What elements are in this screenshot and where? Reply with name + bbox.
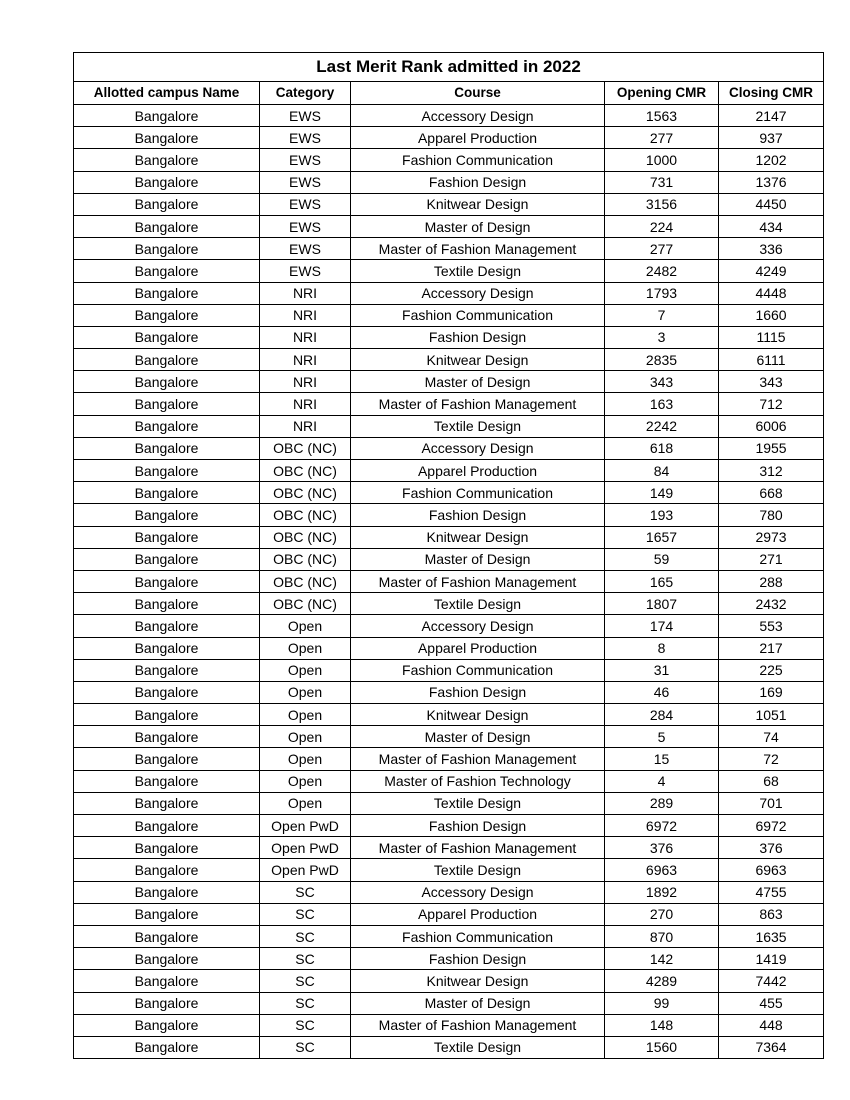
category-cell: NRI bbox=[260, 349, 351, 371]
table-row bbox=[74, 881, 824, 903]
course-cell: Master of Design bbox=[351, 726, 605, 748]
campus-cell: Bangalore bbox=[74, 215, 260, 237]
table-row bbox=[74, 837, 824, 859]
closing-cmr-cell: 2432 bbox=[719, 593, 824, 615]
course-cell: Textile Design bbox=[351, 260, 605, 282]
category-cell: EWS bbox=[260, 238, 351, 260]
closing-cmr-cell: 4448 bbox=[719, 282, 824, 304]
table-title-row bbox=[74, 53, 824, 82]
closing-cmr-cell: 937 bbox=[719, 127, 824, 149]
campus-cell: Bangalore bbox=[74, 837, 260, 859]
table-row bbox=[74, 992, 824, 1014]
closing-cmr-cell: 288 bbox=[719, 570, 824, 592]
table-row bbox=[74, 859, 824, 881]
opening-cmr-cell: 8 bbox=[605, 637, 719, 659]
campus-cell: Bangalore bbox=[74, 326, 260, 348]
closing-cmr-cell: 169 bbox=[719, 681, 824, 703]
table-row bbox=[74, 415, 824, 437]
opening-cmr-cell: 289 bbox=[605, 792, 719, 814]
category-cell: Open bbox=[260, 748, 351, 770]
opening-cmr-cell: 2835 bbox=[605, 349, 719, 371]
category-cell: EWS bbox=[260, 127, 351, 149]
category-cell: EWS bbox=[260, 105, 351, 127]
course-cell: Master of Design bbox=[351, 992, 605, 1014]
category-cell: SC bbox=[260, 1036, 351, 1058]
course-cell: Knitwear Design bbox=[351, 193, 605, 215]
category-cell: Open PwD bbox=[260, 837, 351, 859]
campus-cell: Bangalore bbox=[74, 504, 260, 526]
course-cell: Apparel Production bbox=[351, 127, 605, 149]
table-row bbox=[74, 127, 824, 149]
campus-cell: Bangalore bbox=[74, 149, 260, 171]
category-cell: Open bbox=[260, 615, 351, 637]
closing-cmr-cell: 1955 bbox=[719, 437, 824, 459]
closing-cmr-cell: 225 bbox=[719, 659, 824, 681]
course-cell: Knitwear Design bbox=[351, 526, 605, 548]
course-cell: Master of Design bbox=[351, 548, 605, 570]
closing-cmr-cell: 455 bbox=[719, 992, 824, 1014]
course-cell: Fashion Communication bbox=[351, 925, 605, 947]
closing-cmr-cell: 553 bbox=[719, 615, 824, 637]
opening-cmr-cell: 1000 bbox=[605, 149, 719, 171]
campus-cell: Bangalore bbox=[74, 748, 260, 770]
header-category: Category bbox=[260, 82, 351, 105]
campus-cell: Bangalore bbox=[74, 615, 260, 637]
category-cell: Open bbox=[260, 637, 351, 659]
campus-cell: Bangalore bbox=[74, 1036, 260, 1058]
category-cell: OBC (NC) bbox=[260, 548, 351, 570]
category-cell: NRI bbox=[260, 326, 351, 348]
opening-cmr-cell: 277 bbox=[605, 238, 719, 260]
closing-cmr-cell: 343 bbox=[719, 371, 824, 393]
category-cell: OBC (NC) bbox=[260, 570, 351, 592]
table-row bbox=[74, 681, 824, 703]
campus-cell: Bangalore bbox=[74, 526, 260, 548]
closing-cmr-cell: 1115 bbox=[719, 326, 824, 348]
merit-rank-table bbox=[73, 52, 824, 1059]
course-cell: Fashion Communication bbox=[351, 304, 605, 326]
opening-cmr-cell: 4 bbox=[605, 770, 719, 792]
table-row bbox=[74, 704, 824, 726]
opening-cmr-cell: 343 bbox=[605, 371, 719, 393]
table-row bbox=[74, 548, 824, 570]
closing-cmr-cell: 1376 bbox=[719, 171, 824, 193]
closing-cmr-cell: 668 bbox=[719, 482, 824, 504]
table-row bbox=[74, 393, 824, 415]
closing-cmr-cell: 434 bbox=[719, 215, 824, 237]
opening-cmr-cell: 2242 bbox=[605, 415, 719, 437]
table-row bbox=[74, 659, 824, 681]
course-cell: Fashion Design bbox=[351, 948, 605, 970]
course-cell: Master of Design bbox=[351, 371, 605, 393]
course-cell: Knitwear Design bbox=[351, 349, 605, 371]
category-cell: EWS bbox=[260, 260, 351, 282]
opening-cmr-cell: 1657 bbox=[605, 526, 719, 548]
category-cell: SC bbox=[260, 881, 351, 903]
campus-cell: Bangalore bbox=[74, 970, 260, 992]
table-row bbox=[74, 1014, 824, 1036]
category-cell: OBC (NC) bbox=[260, 460, 351, 482]
opening-cmr-cell: 149 bbox=[605, 482, 719, 504]
course-cell: Fashion Design bbox=[351, 815, 605, 837]
table-row bbox=[74, 903, 824, 925]
campus-cell: Bangalore bbox=[74, 881, 260, 903]
campus-cell: Bangalore bbox=[74, 415, 260, 437]
course-cell: Master of Fashion Technology bbox=[351, 770, 605, 792]
table-row bbox=[74, 504, 824, 526]
closing-cmr-cell: 7364 bbox=[719, 1036, 824, 1058]
campus-cell: Bangalore bbox=[74, 105, 260, 127]
campus-cell: Bangalore bbox=[74, 726, 260, 748]
closing-cmr-cell: 6111 bbox=[719, 349, 824, 371]
closing-cmr-cell: 4450 bbox=[719, 193, 824, 215]
category-cell: Open PwD bbox=[260, 859, 351, 881]
table-row bbox=[74, 105, 824, 127]
category-cell: OBC (NC) bbox=[260, 437, 351, 459]
course-cell: Textile Design bbox=[351, 415, 605, 437]
campus-cell: Bangalore bbox=[74, 193, 260, 215]
opening-cmr-cell: 31 bbox=[605, 659, 719, 681]
opening-cmr-cell: 46 bbox=[605, 681, 719, 703]
table-row bbox=[74, 570, 824, 592]
table-row bbox=[74, 371, 824, 393]
course-cell: Master of Fashion Management bbox=[351, 238, 605, 260]
table-row bbox=[74, 637, 824, 659]
campus-cell: Bangalore bbox=[74, 925, 260, 947]
header-campus: Allotted campus Name bbox=[74, 82, 260, 105]
opening-cmr-cell: 6972 bbox=[605, 815, 719, 837]
table-row bbox=[74, 149, 824, 171]
campus-cell: Bangalore bbox=[74, 903, 260, 925]
closing-cmr-cell: 863 bbox=[719, 903, 824, 925]
course-cell: Master of Fashion Management bbox=[351, 837, 605, 859]
campus-cell: Bangalore bbox=[74, 770, 260, 792]
category-cell: SC bbox=[260, 992, 351, 1014]
closing-cmr-cell: 4249 bbox=[719, 260, 824, 282]
closing-cmr-cell: 2147 bbox=[719, 105, 824, 127]
course-cell: Apparel Production bbox=[351, 637, 605, 659]
course-cell: Master of Fashion Management bbox=[351, 748, 605, 770]
course-cell: Textile Design bbox=[351, 859, 605, 881]
category-cell: OBC (NC) bbox=[260, 504, 351, 526]
closing-cmr-cell: 217 bbox=[719, 637, 824, 659]
category-cell: NRI bbox=[260, 371, 351, 393]
course-cell: Textile Design bbox=[351, 1036, 605, 1058]
course-cell: Fashion Communication bbox=[351, 149, 605, 171]
course-cell: Accessory Design bbox=[351, 881, 605, 903]
campus-cell: Bangalore bbox=[74, 349, 260, 371]
course-cell: Master of Fashion Management bbox=[351, 1014, 605, 1036]
campus-cell: Bangalore bbox=[74, 460, 260, 482]
category-cell: EWS bbox=[260, 215, 351, 237]
table-row bbox=[74, 282, 824, 304]
course-cell: Fashion Design bbox=[351, 504, 605, 526]
opening-cmr-cell: 84 bbox=[605, 460, 719, 482]
opening-cmr-cell: 2482 bbox=[605, 260, 719, 282]
course-cell: Textile Design bbox=[351, 593, 605, 615]
closing-cmr-cell: 780 bbox=[719, 504, 824, 526]
opening-cmr-cell: 618 bbox=[605, 437, 719, 459]
course-cell: Accessory Design bbox=[351, 437, 605, 459]
closing-cmr-cell: 68 bbox=[719, 770, 824, 792]
campus-cell: Bangalore bbox=[74, 1014, 260, 1036]
closing-cmr-cell: 1419 bbox=[719, 948, 824, 970]
closing-cmr-cell: 1202 bbox=[719, 149, 824, 171]
opening-cmr-cell: 7 bbox=[605, 304, 719, 326]
category-cell: SC bbox=[260, 1014, 351, 1036]
category-cell: OBC (NC) bbox=[260, 526, 351, 548]
opening-cmr-cell: 5 bbox=[605, 726, 719, 748]
category-cell: OBC (NC) bbox=[260, 593, 351, 615]
closing-cmr-cell: 7442 bbox=[719, 970, 824, 992]
campus-cell: Bangalore bbox=[74, 437, 260, 459]
closing-cmr-cell: 6006 bbox=[719, 415, 824, 437]
closing-cmr-cell: 448 bbox=[719, 1014, 824, 1036]
campus-cell: Bangalore bbox=[74, 570, 260, 592]
table-row bbox=[74, 304, 824, 326]
opening-cmr-cell: 376 bbox=[605, 837, 719, 859]
opening-cmr-cell: 3156 bbox=[605, 193, 719, 215]
table-row bbox=[74, 1036, 824, 1058]
opening-cmr-cell: 142 bbox=[605, 948, 719, 970]
table-row bbox=[74, 770, 824, 792]
category-cell: SC bbox=[260, 948, 351, 970]
opening-cmr-cell: 148 bbox=[605, 1014, 719, 1036]
closing-cmr-cell: 2973 bbox=[719, 526, 824, 548]
table-row bbox=[74, 238, 824, 260]
table-row bbox=[74, 215, 824, 237]
table-row bbox=[74, 748, 824, 770]
campus-cell: Bangalore bbox=[74, 371, 260, 393]
campus-cell: Bangalore bbox=[74, 238, 260, 260]
opening-cmr-cell: 4289 bbox=[605, 970, 719, 992]
opening-cmr-cell: 277 bbox=[605, 127, 719, 149]
course-cell: Fashion Design bbox=[351, 326, 605, 348]
table-header-row bbox=[74, 82, 824, 105]
opening-cmr-cell: 3 bbox=[605, 326, 719, 348]
table-title: Last Merit Rank admitted in 2022 bbox=[74, 53, 824, 82]
course-cell: Master of Design bbox=[351, 215, 605, 237]
closing-cmr-cell: 6972 bbox=[719, 815, 824, 837]
campus-cell: Bangalore bbox=[74, 393, 260, 415]
table-row bbox=[74, 948, 824, 970]
table-row bbox=[74, 171, 824, 193]
table-row bbox=[74, 792, 824, 814]
category-cell: Open bbox=[260, 770, 351, 792]
campus-cell: Bangalore bbox=[74, 992, 260, 1014]
closing-cmr-cell: 376 bbox=[719, 837, 824, 859]
opening-cmr-cell: 165 bbox=[605, 570, 719, 592]
opening-cmr-cell: 163 bbox=[605, 393, 719, 415]
header-closing-cmr: Closing CMR bbox=[719, 82, 824, 105]
closing-cmr-cell: 1635 bbox=[719, 925, 824, 947]
course-cell: Accessory Design bbox=[351, 282, 605, 304]
table-row bbox=[74, 349, 824, 371]
course-cell: Fashion Design bbox=[351, 171, 605, 193]
campus-cell: Bangalore bbox=[74, 593, 260, 615]
closing-cmr-cell: 712 bbox=[719, 393, 824, 415]
opening-cmr-cell: 1560 bbox=[605, 1036, 719, 1058]
table-row bbox=[74, 726, 824, 748]
opening-cmr-cell: 284 bbox=[605, 704, 719, 726]
course-cell: Accessory Design bbox=[351, 615, 605, 637]
opening-cmr-cell: 99 bbox=[605, 992, 719, 1014]
category-cell: EWS bbox=[260, 149, 351, 171]
campus-cell: Bangalore bbox=[74, 948, 260, 970]
campus-cell: Bangalore bbox=[74, 548, 260, 570]
course-cell: Accessory Design bbox=[351, 105, 605, 127]
category-cell: NRI bbox=[260, 393, 351, 415]
category-cell: NRI bbox=[260, 415, 351, 437]
campus-cell: Bangalore bbox=[74, 704, 260, 726]
category-cell: NRI bbox=[260, 304, 351, 326]
opening-cmr-cell: 870 bbox=[605, 925, 719, 947]
table-row bbox=[74, 193, 824, 215]
opening-cmr-cell: 1793 bbox=[605, 282, 719, 304]
table-row bbox=[74, 460, 824, 482]
course-cell: Fashion Communication bbox=[351, 659, 605, 681]
table-row bbox=[74, 260, 824, 282]
course-cell: Knitwear Design bbox=[351, 970, 605, 992]
table-row bbox=[74, 482, 824, 504]
closing-cmr-cell: 74 bbox=[719, 726, 824, 748]
closing-cmr-cell: 1660 bbox=[719, 304, 824, 326]
table-row bbox=[74, 593, 824, 615]
category-cell: SC bbox=[260, 903, 351, 925]
category-cell: OBC (NC) bbox=[260, 482, 351, 504]
course-cell: Apparel Production bbox=[351, 903, 605, 925]
opening-cmr-cell: 224 bbox=[605, 215, 719, 237]
opening-cmr-cell: 731 bbox=[605, 171, 719, 193]
opening-cmr-cell: 193 bbox=[605, 504, 719, 526]
category-cell: EWS bbox=[260, 171, 351, 193]
opening-cmr-cell: 59 bbox=[605, 548, 719, 570]
campus-cell: Bangalore bbox=[74, 282, 260, 304]
course-cell: Textile Design bbox=[351, 792, 605, 814]
campus-cell: Bangalore bbox=[74, 127, 260, 149]
closing-cmr-cell: 271 bbox=[719, 548, 824, 570]
opening-cmr-cell: 1807 bbox=[605, 593, 719, 615]
closing-cmr-cell: 701 bbox=[719, 792, 824, 814]
category-cell: Open PwD bbox=[260, 815, 351, 837]
category-cell: Open bbox=[260, 681, 351, 703]
header-course: Course bbox=[351, 82, 605, 105]
opening-cmr-cell: 1563 bbox=[605, 105, 719, 127]
course-cell: Fashion Communication bbox=[351, 482, 605, 504]
opening-cmr-cell: 15 bbox=[605, 748, 719, 770]
table-row bbox=[74, 526, 824, 548]
campus-cell: Bangalore bbox=[74, 859, 260, 881]
category-cell: NRI bbox=[260, 282, 351, 304]
closing-cmr-cell: 72 bbox=[719, 748, 824, 770]
table-row bbox=[74, 437, 824, 459]
opening-cmr-cell: 174 bbox=[605, 615, 719, 637]
closing-cmr-cell: 312 bbox=[719, 460, 824, 482]
table-row bbox=[74, 815, 824, 837]
table-row bbox=[74, 615, 824, 637]
campus-cell: Bangalore bbox=[74, 260, 260, 282]
campus-cell: Bangalore bbox=[74, 792, 260, 814]
campus-cell: Bangalore bbox=[74, 637, 260, 659]
category-cell: Open bbox=[260, 704, 351, 726]
opening-cmr-cell: 6963 bbox=[605, 859, 719, 881]
campus-cell: Bangalore bbox=[74, 681, 260, 703]
campus-cell: Bangalore bbox=[74, 171, 260, 193]
opening-cmr-cell: 270 bbox=[605, 903, 719, 925]
table-row bbox=[74, 326, 824, 348]
closing-cmr-cell: 4755 bbox=[719, 881, 824, 903]
course-cell: Fashion Design bbox=[351, 681, 605, 703]
opening-cmr-cell: 1892 bbox=[605, 881, 719, 903]
course-cell: Master of Fashion Management bbox=[351, 393, 605, 415]
course-cell: Knitwear Design bbox=[351, 704, 605, 726]
closing-cmr-cell: 6963 bbox=[719, 859, 824, 881]
category-cell: EWS bbox=[260, 193, 351, 215]
campus-cell: Bangalore bbox=[74, 815, 260, 837]
category-cell: SC bbox=[260, 925, 351, 947]
category-cell: Open bbox=[260, 726, 351, 748]
header-opening-cmr: Opening CMR bbox=[605, 82, 719, 105]
category-cell: SC bbox=[260, 970, 351, 992]
table-row bbox=[74, 925, 824, 947]
course-cell: Apparel Production bbox=[351, 460, 605, 482]
closing-cmr-cell: 1051 bbox=[719, 704, 824, 726]
category-cell: Open bbox=[260, 659, 351, 681]
category-cell: Open bbox=[260, 792, 351, 814]
campus-cell: Bangalore bbox=[74, 482, 260, 504]
closing-cmr-cell: 336 bbox=[719, 238, 824, 260]
campus-cell: Bangalore bbox=[74, 304, 260, 326]
course-cell: Master of Fashion Management bbox=[351, 570, 605, 592]
campus-cell: Bangalore bbox=[74, 659, 260, 681]
table-row bbox=[74, 970, 824, 992]
